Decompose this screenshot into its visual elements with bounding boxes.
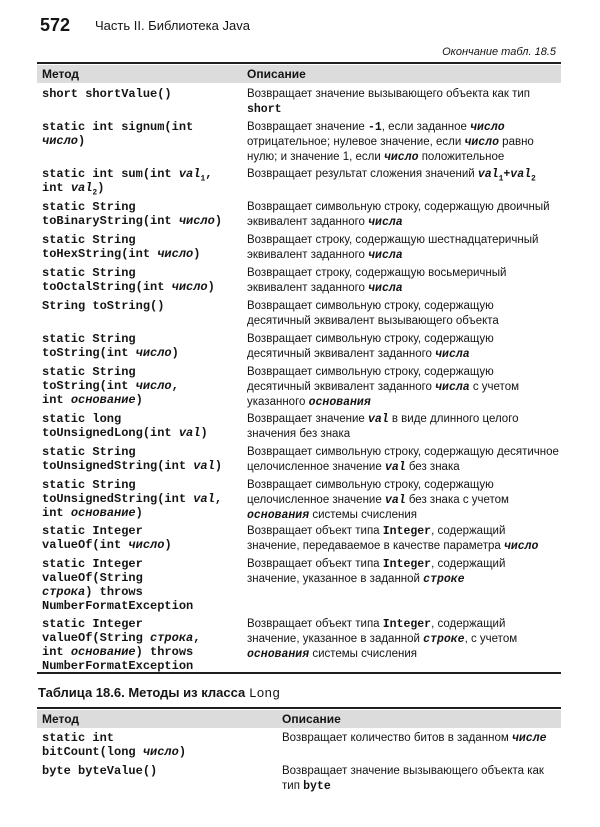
page-number: 572: [40, 15, 71, 35]
method-description: Возвращает количество битов в заданном числе: [282, 732, 547, 745]
method-signature: static String toBinaryString(int число): [42, 200, 223, 228]
method-description: Возвращает значение val в виде длинного целого значения без знака: [247, 413, 519, 440]
method-description: Возвращает значение -1, если заданное число отрицательное; нулевое значение, если число равно нулю; и значение 1, если число положительное: [247, 121, 534, 164]
table-bottom-rule: [37, 672, 561, 674]
method-signature: static String toUnsignedString(int val): [42, 445, 223, 473]
method-description: Возвращает объект типа Integer, содержащий значение, указанное в заданной строке: [247, 558, 506, 586]
method-description: Возвращает значение вызывающего объекта как тип byte: [282, 765, 544, 793]
method-signature: static long toUnsignedLong(int val): [42, 412, 208, 440]
table-caption: Таблица 18.6. Методы из класса Long: [38, 685, 281, 701]
method-signature: static int signum(int число): [42, 120, 194, 148]
running-title: Часть II. Библиотека Java: [95, 18, 250, 33]
method-description: Возвращает символьную строку, содержащую десятичный эквивалент заданного числа: [247, 333, 494, 361]
table-top-rule: [37, 62, 561, 64]
method-description: Возвращает строку, содержащую восьмеричный эквивалент заданного числа: [247, 267, 507, 295]
method-signature: static String toString(int число, int основание): [42, 365, 179, 407]
method-signature: static int bitCount(long число): [42, 731, 187, 759]
column-header-method: Метод: [42, 712, 80, 726]
method-signature: static int sum(int val$_1$, int val$_2$): [42, 167, 213, 198]
method-description: Возвращает объект типа Integer, содержащий значение, указанное в заданной строке, с учетом основания системы счисления: [247, 618, 518, 661]
column-header-description: Описание: [247, 67, 306, 81]
method-signature: static Integer valueOf(int число): [42, 524, 172, 552]
method-description: Возвращает символьную строку, содержащую двоичный эквивалент заданного числа: [247, 201, 550, 229]
method-description: Возвращает строку, содержащую шестнадцатеричный эквивалент заданного числа: [247, 234, 539, 262]
method-description: Возвращает объект типа Integer, содержащий значение, передаваемое в качестве параметра число: [247, 525, 539, 553]
method-description: Возвращает символьную строку, содержащую целочисленное значение val без знака с учетом основания системы счисления: [247, 479, 509, 522]
method-signature: String toString(): [42, 299, 165, 313]
method-signature: byte byteValue(): [42, 764, 158, 778]
method-signature: static String toHexString(int число): [42, 233, 201, 261]
table-header: [37, 710, 561, 728]
method-signature: static String toUnsignedString(int val, int основание): [42, 478, 223, 520]
method-description: Возвращает символьную строку, содержащую десятичный эквивалент вызывающего объекта: [247, 300, 499, 327]
method-description: Возвращает результат сложения значений val$_1$+val$_2$: [247, 168, 536, 184]
column-header-method: Метод: [42, 67, 80, 81]
table-header: [37, 65, 561, 83]
method-signature: static String toOctalString(int число): [42, 266, 215, 294]
method-description: Возвращает символьную строку, содержащую десятичное целочисленное значение val без знака: [247, 446, 559, 474]
continuation-note: Окончание табл. 18.5: [442, 46, 556, 58]
column-header-description: Описание: [282, 712, 341, 726]
method-description: Возвращает значение вызывающего объекта как тип short: [247, 88, 531, 116]
table-top-rule: [37, 707, 561, 709]
method-signature: static String toString(int число): [42, 332, 179, 360]
method-description: Возвращает символьную строку, содержащую десятичный эквивалент заданного числа с учетом указанного основания: [247, 366, 519, 409]
method-signature: static Integer valueOf(String строка, int основание) throws NumberFormatException: [42, 617, 201, 673]
method-signature: short shortValue(): [42, 87, 172, 101]
method-signature: static Integer valueOf(String строка) throws NumberFormatException: [42, 557, 194, 613]
